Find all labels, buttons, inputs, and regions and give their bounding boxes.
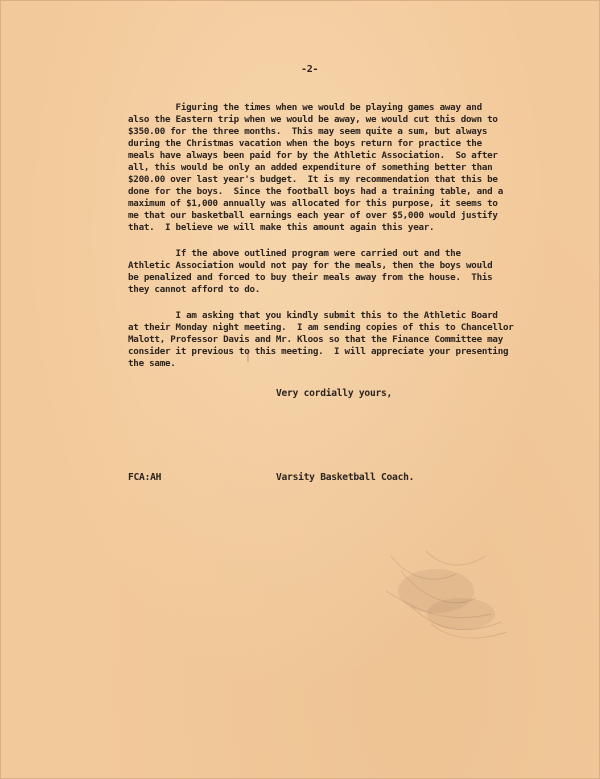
body-line: Malott, Professor Davis and Mr. Kloos so that the Finance Committee may (128, 334, 503, 345)
body-line: all, this would be only an added expenditure of something better than (128, 162, 493, 173)
ink-smudge (371, 536, 521, 646)
body-line: they cannot afford to do. (128, 284, 261, 295)
body-line: during the Christmas vacation when the boys return for practice the (128, 138, 482, 149)
body-line: Figuring the times when we would be playing games away and (128, 102, 482, 113)
body-line: meals have always been paid for by the Athletic Association. So after (128, 150, 498, 161)
body-line: $350.00 for the three months. This may seem quite a sum, but always (128, 126, 488, 137)
body-line: If the above outlined program were carried out and the (128, 248, 461, 259)
body-line: me that our basketball earnings each year of over $5,000 would justify (128, 210, 498, 221)
body-line: $200.00 over last year's budget. It is my recommendation that this be (128, 174, 498, 185)
body-line: at their Monday night meeting. I am sending copies of this to Chancellor (128, 322, 514, 333)
body-line: Athletic Association would not pay for the meals, then the boys would (128, 260, 493, 271)
body-line: I am asking that you kindly submit this to the Athletic Board (128, 310, 498, 321)
page-number: -2- (301, 64, 319, 75)
body-line: done for the boys. Since the football boys had a training table, and a (128, 186, 503, 197)
signature-title: Varsity Basketball Coach. (276, 472, 415, 483)
paper-mark (247, 351, 249, 362)
complimentary-closing: Very cordially yours, (276, 388, 393, 399)
body-line: maximum of $1,000 annually was allocated for this purpose, it seems to (128, 198, 498, 209)
body-line: be penalized and forced to buy their meals away from the house. This (128, 272, 493, 283)
body-line: consider it previous to this meeting. I will appreciate your presenting (128, 346, 509, 357)
body-line: that. I believe we will make this amount again this year. (128, 222, 435, 233)
body-line: also the Eastern trip when we would be away, we would cut this down to (128, 114, 498, 125)
body-line: the same. (128, 358, 176, 369)
reference-initials: FCA:AH (128, 472, 162, 483)
